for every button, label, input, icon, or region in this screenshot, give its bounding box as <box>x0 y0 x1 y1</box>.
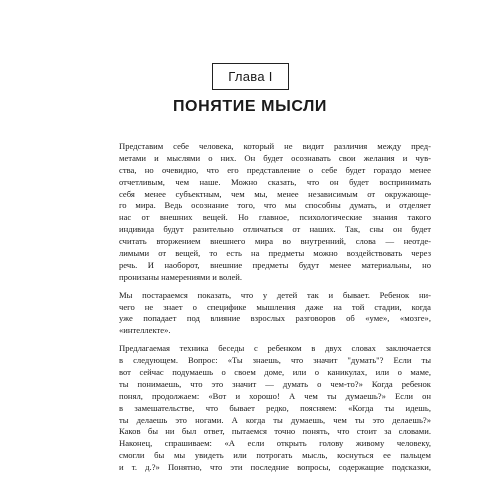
paragraph <box>119 141 431 284</box>
text-line: в замешательстве, что бывает редко, поясняем: «Когда ты идешь, <box>119 402 431 413</box>
text-line: ты понимаешь, что это значит — думать о чем-то?» Когда ребенок <box>119 378 431 389</box>
text-line: речь. И наоборот, внешние предметы будут менее материальны, но <box>119 259 431 270</box>
chapter-title: ПОНЯТИЕ МЫСЛИ <box>172 98 328 115</box>
text-line: го мира. Ведь осознание того, что мы способны думать, и отделяет <box>119 200 431 211</box>
text-line: метами и мыслями о них. Он будет осознавать свои желания и чув- <box>119 152 431 163</box>
text-line: нас от внешних вещей. Но главное, психологические знания такого <box>119 212 431 223</box>
text-line: чего не знает о специфике мышления даже на той стадии, когда <box>119 301 431 312</box>
text-line: отчетливым, чем наше. Можно сказать, что он будет воспринимать <box>119 176 431 187</box>
text-line: Наконец, спрашиваем: «А если открыть голову живому человеку, <box>119 438 431 449</box>
text-line: Предлагаемая техника беседы с ребенком в двух словах заключается <box>119 343 431 354</box>
text-line: себя менее субъектным, чем мы, менее независимым от окружающе- <box>119 188 431 199</box>
text-line: Мы постараемся показать, что у детей так и бывает. Ребенок ни- <box>119 289 431 300</box>
paragraph <box>119 290 431 338</box>
body-text <box>119 141 431 480</box>
text-line: Представим себе человека, который не видит различия между пред- <box>119 141 431 151</box>
text-line: Каков бы ни был ответ, пытаемся точно понять, что стоит за словами. <box>119 426 431 437</box>
paragraph <box>119 343 431 474</box>
text-line: понял, продолжаем: «Вот и хорошо! А чем ты думаешь?» Если он <box>119 390 431 401</box>
text-line: считать вторжением внешнего мира во внутренний, слова — неотде- <box>119 236 431 247</box>
text-line: уже попадает под влияние взрослых разговоров об «уме», «мозге», <box>119 313 431 324</box>
text-line: лимыми от вещей, то есть на предметы можно воздействовать через <box>119 248 431 259</box>
text-line: индивида будут разительно отличаться от наших. Так, сны он будет <box>119 224 431 235</box>
text-line: ства, но очевидно, что его представление о себе будет гораздо менее <box>119 164 431 175</box>
text-line: ты делаешь это ногами. А когда ты думаешь, чем ты это делаешь?» <box>119 414 431 425</box>
text-line: пронизаны намерениями и волей. <box>119 271 243 282</box>
text-line: и т. д.?» Понятно, что эти последние вопросы, содержащие подсказки, <box>119 462 431 473</box>
text-line: вот сейчас подумаешь о своем доме, или о каникулах, или о маме, <box>119 367 431 378</box>
chapter-label: Глава I <box>212 63 289 90</box>
text-line: смогли бы мы увидеть или потрогать мысль, коснуться ее пальцем <box>119 450 431 461</box>
text-line: в следующем. Вопрос: «Ты знаешь, что значит "думать"? Если ты <box>119 355 431 366</box>
text-line: «интеллекте». <box>119 325 171 336</box>
